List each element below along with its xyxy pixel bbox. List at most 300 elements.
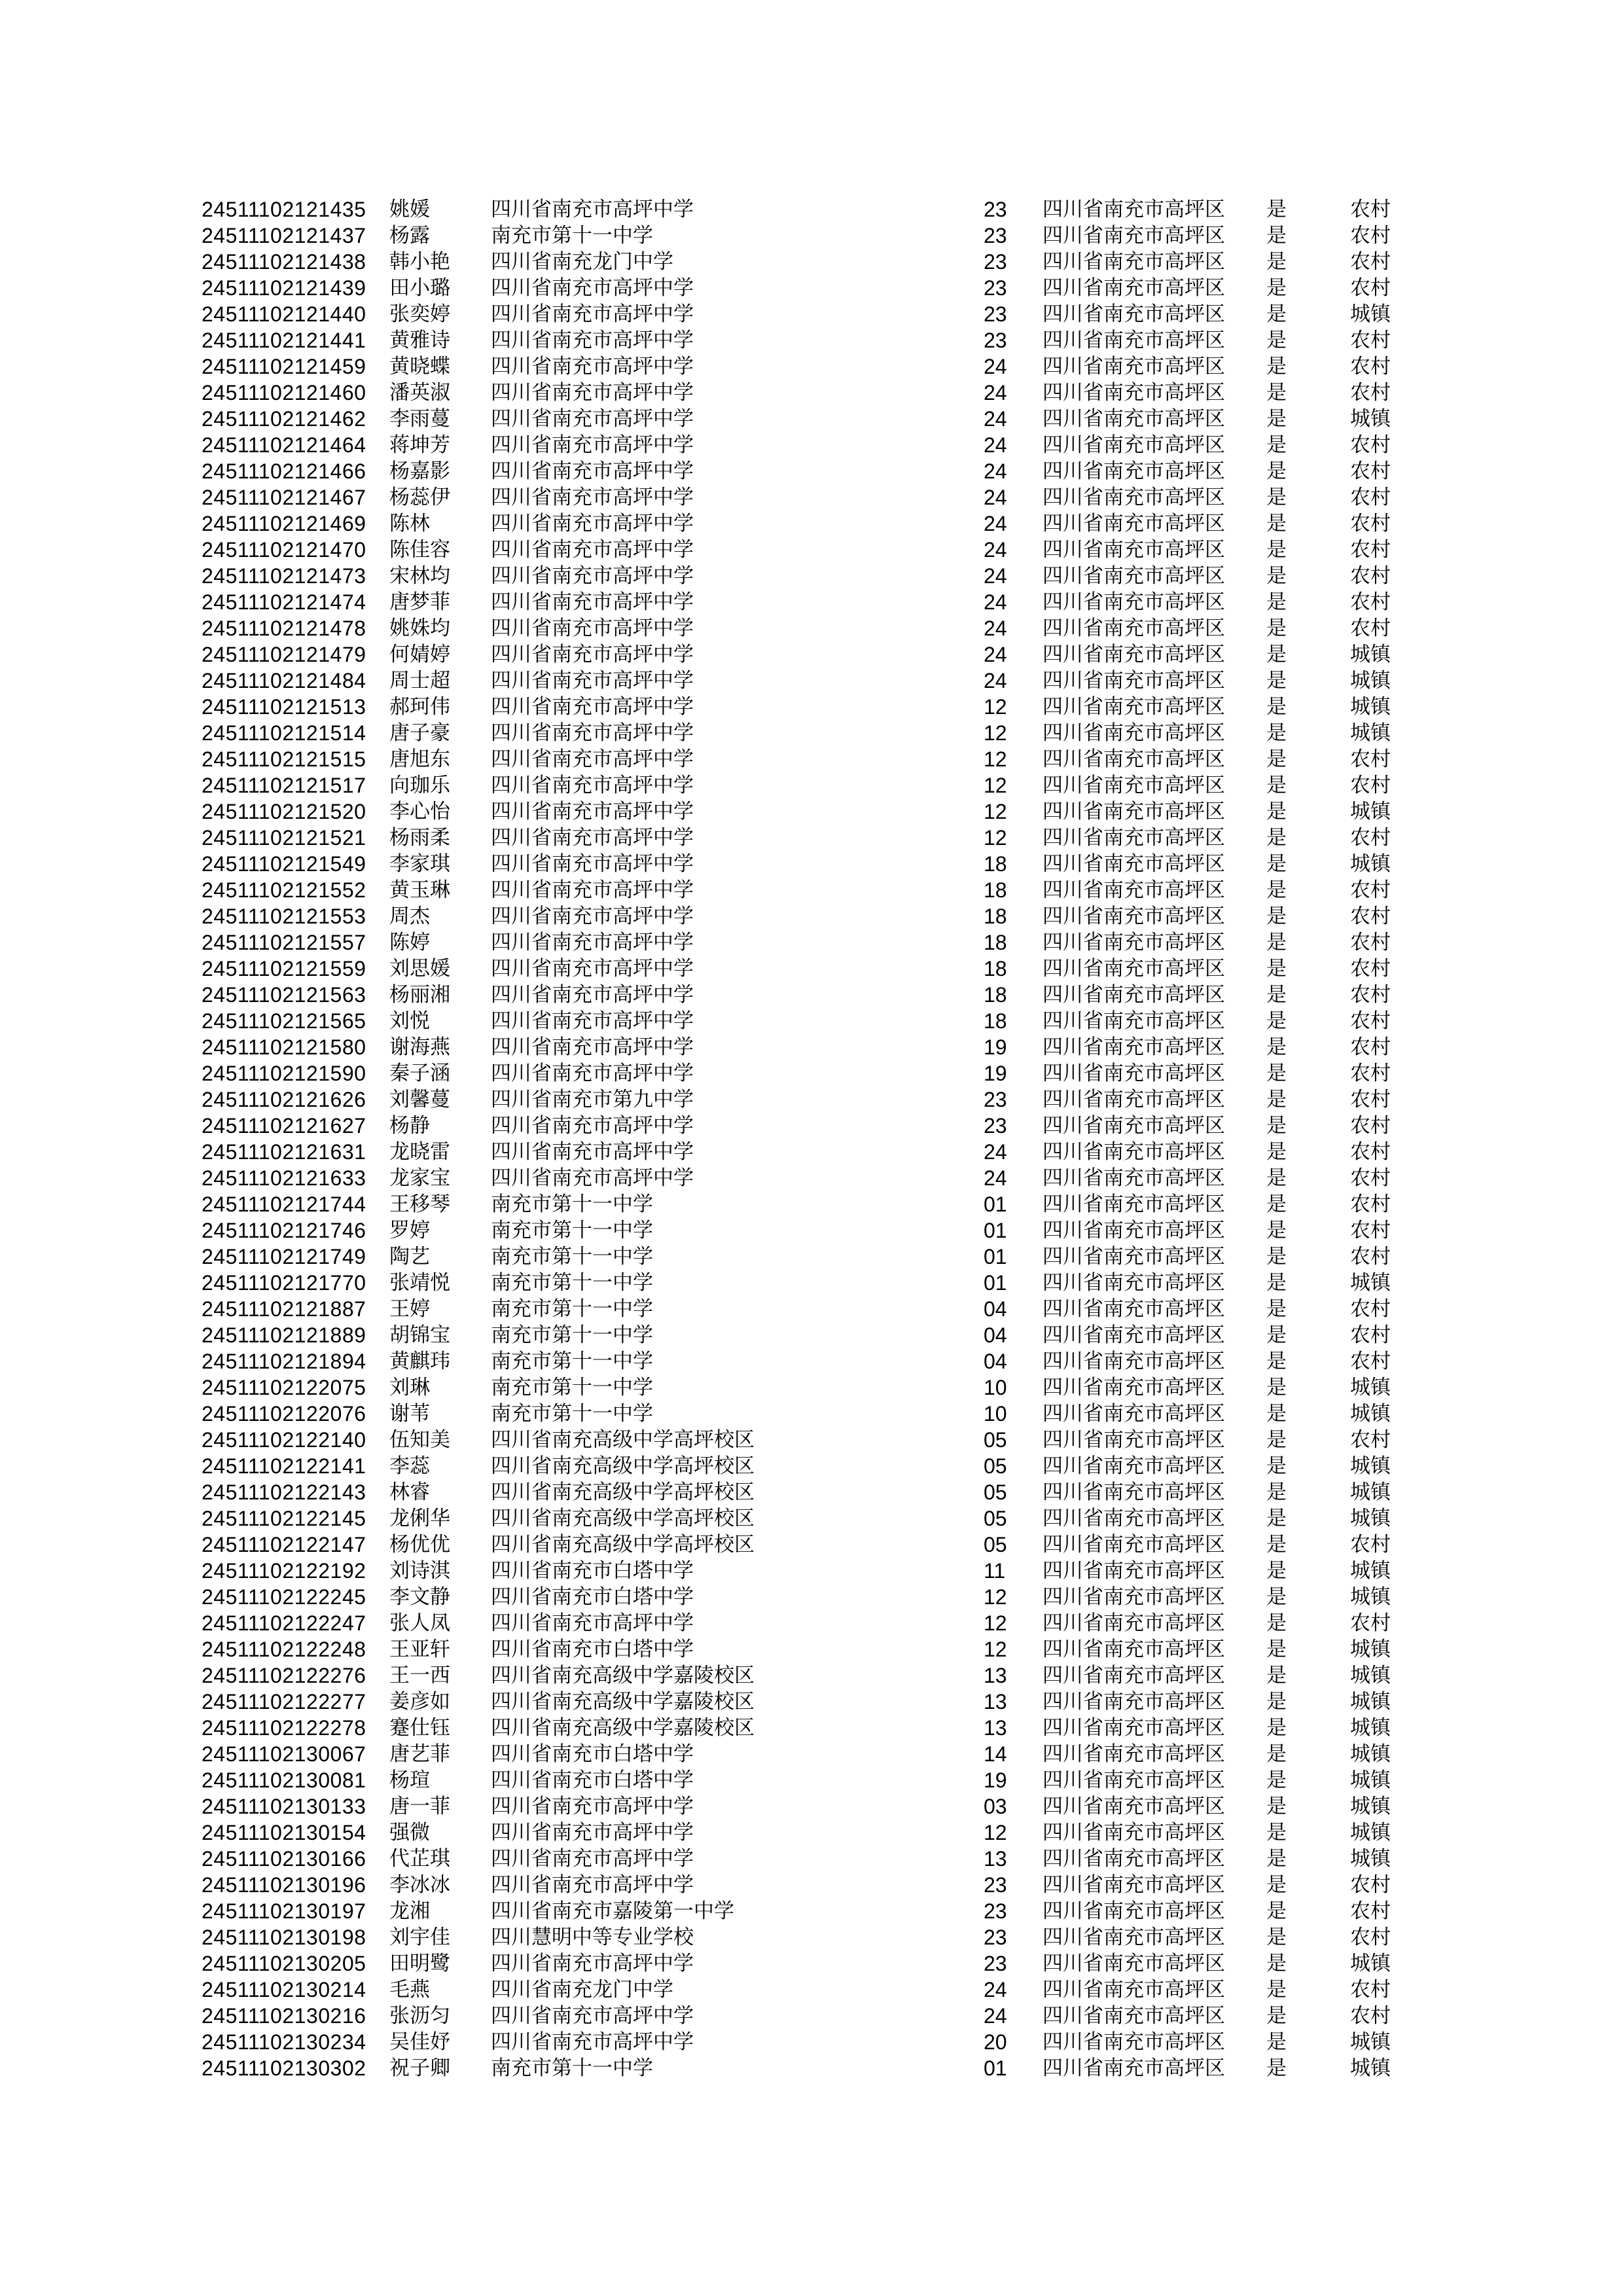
student-id-cell: 24511102130197 — [202, 1899, 366, 1923]
table-row — [0, 1715, 1623, 1741]
school-cell: 四川省南充市高坪中学 — [491, 1062, 694, 1085]
flag-cell: 是 — [1266, 1323, 1287, 1346]
type-cell: 农村 — [1350, 224, 1391, 247]
school-cell: 南充市第十一中学 — [491, 1376, 653, 1399]
code-cell: 24 — [984, 459, 1007, 483]
region-cell: 四川省南充市高坪区 — [1043, 1978, 1225, 2001]
student-id-cell: 24511102121889 — [202, 1323, 366, 1347]
region-cell: 四川省南充市高坪区 — [1043, 329, 1225, 351]
region-cell: 四川省南充市高坪区 — [1043, 1873, 1225, 1896]
student-id-cell: 24511102121462 — [202, 407, 366, 431]
code-cell: 12 — [984, 800, 1007, 823]
region-cell: 四川省南充市高坪区 — [1043, 1245, 1225, 1268]
student-id-cell: 24511102122145 — [202, 1507, 366, 1530]
code-cell: 24 — [984, 486, 1007, 509]
type-cell: 城镇 — [1350, 1847, 1391, 1870]
type-cell: 农村 — [1350, 250, 1391, 273]
student-id-cell: 24511102130166 — [202, 1847, 366, 1871]
student-id-cell: 24511102121744 — [202, 1193, 366, 1216]
school-cell: 四川省南充龙门中学 — [491, 1978, 673, 2001]
flag-cell: 是 — [1266, 1245, 1287, 1268]
flag-cell: 是 — [1266, 1926, 1287, 1948]
flag-cell: 是 — [1266, 1088, 1287, 1111]
school-cell: 四川省南充高级中学高坪校区 — [491, 1480, 755, 1503]
table-row — [0, 929, 1623, 956]
region-cell: 四川省南充市高坪区 — [1043, 1742, 1225, 1765]
name-cell: 王亚轩 — [389, 1638, 450, 1660]
student-id-cell: 24511102130216 — [202, 2004, 366, 2028]
flag-cell: 是 — [1266, 643, 1287, 666]
school-cell: 四川省南充市高坪中学 — [491, 1873, 694, 1896]
flag-cell: 是 — [1266, 407, 1287, 430]
code-cell: 12 — [984, 1638, 1007, 1661]
region-cell: 四川省南充市高坪区 — [1043, 983, 1225, 1006]
table-row — [0, 1532, 1623, 1558]
code-cell: 05 — [984, 1507, 1007, 1530]
type-cell: 农村 — [1350, 538, 1391, 561]
name-cell: 刘诗淇 — [389, 1559, 450, 1582]
region-cell: 四川省南充市高坪区 — [1043, 1533, 1225, 1556]
school-cell: 四川省南充高级中学嘉陵校区 — [491, 1716, 755, 1739]
school-cell: 四川省南充市高坪中学 — [491, 617, 694, 639]
name-cell: 杨嘉影 — [389, 459, 450, 482]
flag-cell: 是 — [1266, 250, 1287, 273]
name-cell: 黄麒玮 — [389, 1350, 450, 1372]
flag-cell: 是 — [1266, 931, 1287, 954]
type-cell: 农村 — [1350, 1323, 1391, 1346]
code-cell: 24 — [984, 1140, 1007, 1164]
region-cell: 四川省南充市高坪区 — [1043, 1821, 1225, 1844]
code-cell: 18 — [984, 983, 1007, 1007]
type-cell: 农村 — [1350, 1428, 1391, 1451]
student-id-cell: 24511102121437 — [202, 224, 366, 247]
school-cell: 四川省南充市高坪中学 — [491, 1795, 694, 1818]
code-cell: 19 — [984, 1768, 1007, 1792]
student-id-cell: 24511102121514 — [202, 721, 366, 745]
table-row — [0, 1872, 1623, 1898]
region-cell: 四川省南充市高坪区 — [1043, 355, 1225, 378]
name-cell: 伍知美 — [389, 1428, 450, 1451]
code-cell: 23 — [984, 250, 1007, 274]
flag-cell: 是 — [1266, 1795, 1287, 1818]
code-cell: 14 — [984, 1742, 1007, 1766]
school-cell: 四川省南充市高坪中学 — [491, 459, 694, 482]
code-cell: 18 — [984, 852, 1007, 876]
flag-cell: 是 — [1266, 1166, 1287, 1189]
code-cell: 23 — [984, 329, 1007, 352]
name-cell: 刘琳 — [389, 1376, 430, 1399]
school-cell: 四川省南充市高坪中学 — [491, 276, 694, 299]
student-id-cell: 24511102121484 — [202, 669, 366, 692]
table-row — [0, 1270, 1623, 1296]
name-cell: 杨露 — [389, 224, 430, 247]
code-cell: 10 — [984, 1376, 1007, 1399]
code-cell: 24 — [984, 538, 1007, 562]
type-cell: 城镇 — [1350, 1376, 1391, 1399]
table-row — [0, 772, 1623, 798]
flag-cell: 是 — [1266, 1350, 1287, 1372]
type-cell: 农村 — [1350, 329, 1391, 351]
name-cell: 谢苇 — [389, 1402, 430, 1425]
type-cell: 农村 — [1350, 1166, 1391, 1189]
name-cell: 罗婷 — [389, 1219, 430, 1242]
school-cell: 四川省南充市嘉陵第一中学 — [491, 1899, 734, 1922]
table-row — [0, 1846, 1623, 1872]
school-cell: 四川省南充市高坪中学 — [491, 1847, 694, 1870]
student-id-cell: 24511102122247 — [202, 1611, 366, 1635]
table-row — [0, 1217, 1623, 1244]
type-cell: 城镇 — [1350, 1638, 1391, 1660]
table-row — [0, 982, 1623, 1008]
school-cell: 四川省南充市高坪中学 — [491, 433, 694, 456]
region-cell: 四川省南充市高坪区 — [1043, 1899, 1225, 1922]
flag-cell: 是 — [1266, 1559, 1287, 1582]
name-cell: 龙家宝 — [389, 1166, 450, 1189]
code-cell: 12 — [984, 826, 1007, 850]
code-cell: 05 — [984, 1454, 1007, 1478]
school-cell: 四川省南充市高坪中学 — [491, 1035, 694, 1058]
table-row — [0, 1086, 1623, 1113]
school-cell: 四川省南充市高坪中学 — [491, 983, 694, 1006]
table-row — [0, 301, 1623, 327]
code-cell: 12 — [984, 747, 1007, 771]
flag-cell: 是 — [1266, 878, 1287, 901]
flag-cell: 是 — [1266, 852, 1287, 875]
name-cell: 周士超 — [389, 669, 450, 692]
region-cell: 四川省南充市高坪区 — [1043, 878, 1225, 901]
name-cell: 李文静 — [389, 1585, 450, 1608]
student-id-cell: 24511102130302 — [202, 2056, 366, 2080]
name-cell: 宋林均 — [389, 564, 450, 587]
flag-cell: 是 — [1266, 2056, 1287, 2079]
student-id-cell: 24511102130133 — [202, 1795, 366, 1818]
flag-cell: 是 — [1266, 1690, 1287, 1713]
code-cell: 24 — [984, 1978, 1007, 2001]
type-cell: 农村 — [1350, 878, 1391, 901]
school-cell: 四川省南充市高坪中学 — [491, 1166, 694, 1189]
name-cell: 杨优优 — [389, 1533, 450, 1556]
region-cell: 四川省南充市高坪区 — [1043, 1507, 1225, 1530]
name-cell: 毛燕 — [389, 1978, 430, 2001]
region-cell: 四川省南充市高坪区 — [1043, 1193, 1225, 1215]
name-cell: 刘思媛 — [389, 957, 450, 980]
region-cell: 四川省南充市高坪区 — [1043, 512, 1225, 535]
table-row — [0, 1322, 1623, 1348]
name-cell: 陶艺 — [389, 1245, 430, 1268]
school-cell: 南充市第十一中学 — [491, 1297, 653, 1320]
name-cell: 龙湘 — [389, 1899, 430, 1922]
student-id-cell: 24511102122075 — [202, 1376, 366, 1399]
student-id-cell: 24511102121438 — [202, 250, 366, 274]
region-cell: 四川省南充市高坪区 — [1043, 669, 1225, 692]
flag-cell: 是 — [1266, 747, 1287, 770]
type-cell: 农村 — [1350, 433, 1391, 456]
code-cell: 01 — [984, 1219, 1007, 1242]
table-row — [0, 1060, 1623, 1086]
school-cell: 四川省南充市高坪中学 — [491, 512, 694, 535]
flag-cell: 是 — [1266, 329, 1287, 351]
region-cell: 四川省南充市高坪区 — [1043, 224, 1225, 247]
student-id-cell: 24511102121631 — [202, 1140, 366, 1164]
name-cell: 王婷 — [389, 1297, 430, 1320]
table-row — [0, 563, 1623, 589]
school-cell: 四川省南充市高坪中学 — [491, 302, 694, 325]
type-cell: 农村 — [1350, 1009, 1391, 1032]
student-id-cell: 24511102121435 — [202, 198, 366, 221]
school-cell: 四川省南充市高坪中学 — [491, 1952, 694, 1975]
student-id-cell: 24511102130196 — [202, 1873, 366, 1897]
code-cell: 05 — [984, 1428, 1007, 1452]
region-cell: 四川省南充市高坪区 — [1043, 590, 1225, 613]
flag-cell: 是 — [1266, 1821, 1287, 1844]
flag-cell: 是 — [1266, 512, 1287, 535]
flag-cell: 是 — [1266, 486, 1287, 509]
table-row — [0, 275, 1623, 301]
name-cell: 李蕊 — [389, 1454, 430, 1477]
type-cell: 城镇 — [1350, 1795, 1391, 1818]
flag-cell: 是 — [1266, 1847, 1287, 1870]
type-cell: 城镇 — [1350, 852, 1391, 875]
code-cell: 23 — [984, 276, 1007, 300]
student-id-cell: 24511102121887 — [202, 1297, 366, 1321]
region-cell: 四川省南充市高坪区 — [1043, 459, 1225, 482]
code-cell: 24 — [984, 564, 1007, 588]
region-cell: 四川省南充市高坪区 — [1043, 852, 1225, 875]
code-cell: 12 — [984, 1611, 1007, 1635]
type-cell: 农村 — [1350, 1062, 1391, 1085]
region-cell: 四川省南充市高坪区 — [1043, 1638, 1225, 1660]
student-id-cell: 24511102121473 — [202, 564, 366, 588]
name-cell: 李冰冰 — [389, 1873, 450, 1896]
name-cell: 蒋坤芳 — [389, 433, 450, 456]
type-cell: 农村 — [1350, 826, 1391, 849]
table-row — [0, 327, 1623, 353]
table-row — [0, 380, 1623, 406]
school-cell: 四川省南充市高坪中学 — [491, 957, 694, 980]
school-cell: 南充市第十一中学 — [491, 224, 653, 247]
name-cell: 杨静 — [389, 1114, 430, 1137]
table-row — [0, 1113, 1623, 1139]
student-id-cell: 24511102121590 — [202, 1062, 366, 1085]
name-cell: 杨蕊伊 — [389, 486, 450, 509]
type-cell: 城镇 — [1350, 695, 1391, 718]
type-cell: 农村 — [1350, 1926, 1391, 1948]
student-id-cell: 24511102121441 — [202, 329, 366, 352]
code-cell: 04 — [984, 1350, 1007, 1373]
flag-cell: 是 — [1266, 617, 1287, 639]
student-id-cell: 24511102121478 — [202, 617, 366, 640]
table-row — [0, 825, 1623, 851]
name-cell: 黄雅诗 — [389, 329, 450, 351]
type-cell: 城镇 — [1350, 1402, 1391, 1425]
code-cell: 23 — [984, 1088, 1007, 1111]
flag-cell: 是 — [1266, 1873, 1287, 1896]
flag-cell: 是 — [1266, 1742, 1287, 1765]
type-cell: 农村 — [1350, 355, 1391, 378]
school-cell: 四川省南充市高坪中学 — [491, 905, 694, 927]
table-row — [0, 1427, 1623, 1453]
school-cell: 四川省南充市白塔中学 — [491, 1742, 694, 1765]
name-cell: 韩小艳 — [389, 250, 450, 273]
flag-cell: 是 — [1266, 1271, 1287, 1294]
student-id-cell: 24511102122143 — [202, 1480, 366, 1504]
table-row — [0, 1977, 1623, 2003]
flag-cell: 是 — [1266, 355, 1287, 378]
type-cell: 城镇 — [1350, 643, 1391, 666]
school-cell: 四川省南充市高坪中学 — [491, 407, 694, 430]
type-cell: 农村 — [1350, 1114, 1391, 1137]
student-id-cell: 24511102121626 — [202, 1088, 366, 1111]
region-cell: 四川省南充市高坪区 — [1043, 1009, 1225, 1032]
region-cell: 四川省南充市高坪区 — [1043, 1926, 1225, 1948]
code-cell: 04 — [984, 1323, 1007, 1347]
flag-cell: 是 — [1266, 1638, 1287, 1660]
code-cell: 01 — [984, 1245, 1007, 1268]
region-cell: 四川省南充市高坪区 — [1043, 1428, 1225, 1451]
student-id-cell: 24511102121520 — [202, 800, 366, 823]
code-cell: 20 — [984, 2030, 1007, 2054]
flag-cell: 是 — [1266, 1480, 1287, 1503]
name-cell: 唐旭东 — [389, 747, 450, 770]
student-id-cell: 24511102121466 — [202, 459, 366, 483]
flag-cell: 是 — [1266, 1009, 1287, 1032]
region-cell: 四川省南充市高坪区 — [1043, 1219, 1225, 1242]
school-cell: 四川省南充市高坪中学 — [491, 538, 694, 561]
table-row — [0, 1741, 1623, 1767]
code-cell: 12 — [984, 774, 1007, 797]
student-id-cell: 24511102130234 — [202, 2030, 366, 2054]
region-cell: 四川省南充市高坪区 — [1043, 1768, 1225, 1791]
flag-cell: 是 — [1266, 800, 1287, 823]
name-cell: 姚姝均 — [389, 617, 450, 639]
name-cell: 郝珂伟 — [389, 695, 450, 718]
type-cell: 城镇 — [1350, 1559, 1391, 1582]
region-cell: 四川省南充市高坪区 — [1043, 1297, 1225, 1320]
table-row — [0, 1636, 1623, 1662]
name-cell: 李雨蔓 — [389, 407, 450, 430]
code-cell: 19 — [984, 1035, 1007, 1059]
flag-cell: 是 — [1266, 1978, 1287, 2001]
table-row — [0, 589, 1623, 615]
type-cell: 农村 — [1350, 747, 1391, 770]
school-cell: 四川省南充市高坪中学 — [491, 878, 694, 901]
flag-cell: 是 — [1266, 695, 1287, 718]
region-cell: 四川省南充市高坪区 — [1043, 2056, 1225, 2079]
code-cell: 10 — [984, 1402, 1007, 1426]
code-cell: 11 — [984, 1559, 1006, 1583]
table-row — [0, 353, 1623, 380]
region-cell: 四川省南充市高坪区 — [1043, 407, 1225, 430]
student-id-cell: 24511102121633 — [202, 1166, 366, 1190]
code-cell: 12 — [984, 721, 1007, 745]
name-cell: 蹇仕钰 — [389, 1716, 450, 1739]
student-id-cell: 24511102130198 — [202, 1926, 366, 1949]
name-cell: 刘悦 — [389, 1009, 430, 1032]
name-cell: 田小璐 — [389, 276, 450, 299]
table-row — [0, 1191, 1623, 1217]
school-cell: 四川省南充市高坪中学 — [491, 1611, 694, 1634]
name-cell: 黄玉琳 — [389, 878, 450, 901]
region-cell: 四川省南充市高坪区 — [1043, 1690, 1225, 1713]
flag-cell: 是 — [1266, 1402, 1287, 1425]
school-cell: 南充市第十一中学 — [491, 1323, 653, 1346]
name-cell: 陈佳容 — [389, 538, 450, 561]
code-cell: 01 — [984, 2056, 1007, 2080]
name-cell: 张人凤 — [389, 1611, 450, 1634]
region-cell: 四川省南充市高坪区 — [1043, 1166, 1225, 1189]
table-row — [0, 1479, 1623, 1505]
student-id-cell: 24511102122245 — [202, 1585, 366, 1609]
type-cell: 城镇 — [1350, 1742, 1391, 1765]
name-cell: 陈婷 — [389, 931, 430, 954]
student-id-cell: 24511102121749 — [202, 1245, 366, 1268]
code-cell: 04 — [984, 1297, 1007, 1321]
name-cell: 秦子涵 — [389, 1062, 450, 1085]
table-row — [0, 2055, 1623, 2081]
type-cell: 农村 — [1350, 1873, 1391, 1896]
name-cell: 吴佳妤 — [389, 2030, 450, 2053]
flag-cell: 是 — [1266, 1952, 1287, 1975]
school-cell: 四川省南充市高坪中学 — [491, 721, 694, 744]
region-cell: 四川省南充市高坪区 — [1043, 1402, 1225, 1425]
school-cell: 南充市第十一中学 — [491, 1350, 653, 1372]
student-id-cell: 24511102121770 — [202, 1271, 366, 1295]
code-cell: 01 — [984, 1193, 1007, 1216]
school-cell: 四川省南充高级中学嘉陵校区 — [491, 1690, 755, 1713]
type-cell: 农村 — [1350, 617, 1391, 639]
table-row — [0, 1401, 1623, 1427]
region-cell: 四川省南充市高坪区 — [1043, 957, 1225, 980]
student-id-cell: 24511102121474 — [202, 590, 366, 614]
type-cell: 城镇 — [1350, 1480, 1391, 1503]
code-cell: 12 — [984, 1585, 1007, 1609]
type-cell: 农村 — [1350, 774, 1391, 797]
student-id-cell: 24511102121467 — [202, 486, 366, 509]
code-cell: 23 — [984, 1873, 1007, 1897]
school-cell: 四川省南充市第九中学 — [491, 1088, 694, 1111]
school-cell: 四川省南充市高坪中学 — [491, 800, 694, 823]
table-row — [0, 1662, 1623, 1689]
student-id-cell: 24511102121513 — [202, 695, 366, 719]
school-cell: 四川省南充市高坪中学 — [491, 1009, 694, 1032]
school-cell: 四川省南充市高坪中学 — [491, 486, 694, 509]
table-row — [0, 1820, 1623, 1846]
school-cell: 四川省南充高级中学高坪校区 — [491, 1428, 755, 1451]
school-cell: 南充市第十一中学 — [491, 1193, 653, 1215]
student-id-cell: 24511102122248 — [202, 1638, 366, 1661]
student-id-cell: 24511102121549 — [202, 852, 366, 876]
school-cell: 四川省南充市高坪中学 — [491, 1140, 694, 1163]
type-cell: 农村 — [1350, 983, 1391, 1006]
region-cell: 四川省南充市高坪区 — [1043, 1795, 1225, 1818]
code-cell: 05 — [984, 1533, 1007, 1556]
student-id-cell: 24511102121559 — [202, 957, 366, 980]
flag-cell: 是 — [1266, 1219, 1287, 1242]
name-cell: 祝子卿 — [389, 2056, 450, 2079]
flag-cell: 是 — [1266, 957, 1287, 980]
table-row — [0, 1767, 1623, 1793]
region-cell: 四川省南充市高坪区 — [1043, 1376, 1225, 1399]
flag-cell: 是 — [1266, 1768, 1287, 1791]
student-id-cell: 24511102121580 — [202, 1035, 366, 1059]
region-cell: 四川省南充市高坪区 — [1043, 1480, 1225, 1503]
flag-cell: 是 — [1266, 774, 1287, 797]
name-cell: 杨雨柔 — [389, 826, 450, 849]
flag-cell: 是 — [1266, 1664, 1287, 1687]
school-cell: 南充市第十一中学 — [491, 1271, 653, 1294]
student-id-cell: 24511102121469 — [202, 512, 366, 535]
type-cell: 农村 — [1350, 1193, 1391, 1215]
